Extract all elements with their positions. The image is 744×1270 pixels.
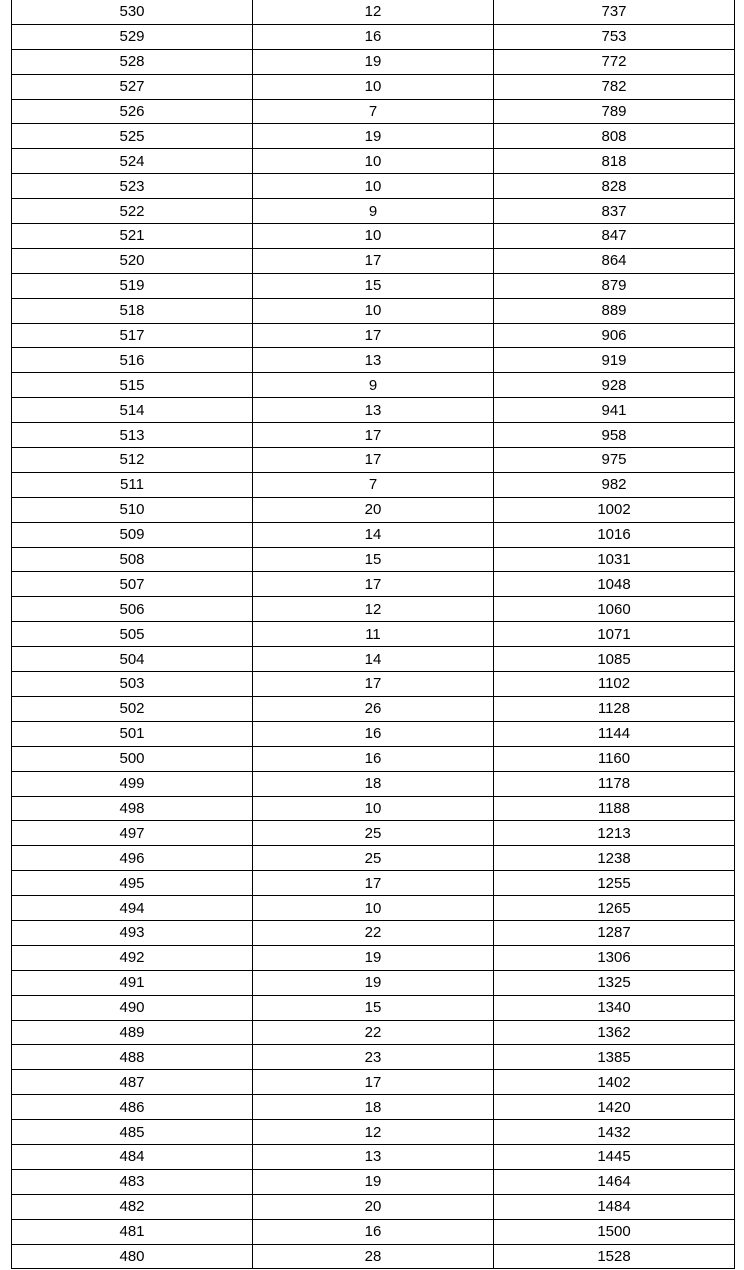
score-cell: 485 bbox=[12, 1120, 253, 1145]
count-cell: 15 bbox=[253, 273, 494, 298]
count-cell: 16 bbox=[253, 746, 494, 771]
table-row bbox=[12, 1169, 735, 1194]
count-cell: 13 bbox=[253, 348, 494, 373]
count-cell: 12 bbox=[253, 0, 494, 24]
table-row bbox=[12, 771, 735, 796]
score-cell: 501 bbox=[12, 721, 253, 746]
cumulative-cell: 1385 bbox=[494, 1045, 735, 1070]
table-row bbox=[12, 124, 735, 149]
count-cell: 10 bbox=[253, 224, 494, 249]
cumulative-cell: 1362 bbox=[494, 1020, 735, 1045]
score-cell: 509 bbox=[12, 522, 253, 547]
table-row bbox=[12, 995, 735, 1020]
cumulative-cell: 975 bbox=[494, 448, 735, 473]
count-cell: 13 bbox=[253, 398, 494, 423]
score-cell: 516 bbox=[12, 348, 253, 373]
cumulative-cell: 889 bbox=[494, 298, 735, 323]
table-row bbox=[12, 248, 735, 273]
table-row bbox=[12, 970, 735, 995]
cumulative-cell: 808 bbox=[494, 124, 735, 149]
score-cell: 522 bbox=[12, 199, 253, 224]
count-cell: 9 bbox=[253, 373, 494, 398]
score-table-body bbox=[12, 0, 735, 1269]
score-cell: 506 bbox=[12, 597, 253, 622]
cumulative-cell: 1002 bbox=[494, 497, 735, 522]
table-row bbox=[12, 273, 735, 298]
score-cell: 495 bbox=[12, 871, 253, 896]
cumulative-cell: 1048 bbox=[494, 572, 735, 597]
table-row bbox=[12, 572, 735, 597]
table-row bbox=[12, 0, 735, 24]
cumulative-cell: 879 bbox=[494, 273, 735, 298]
score-cell: 493 bbox=[12, 920, 253, 945]
score-cell: 487 bbox=[12, 1070, 253, 1095]
table-row bbox=[12, 1194, 735, 1219]
count-cell: 18 bbox=[253, 771, 494, 796]
score-cell: 528 bbox=[12, 49, 253, 74]
count-cell: 9 bbox=[253, 199, 494, 224]
cumulative-cell: 1464 bbox=[494, 1169, 735, 1194]
score-table bbox=[11, 0, 735, 1269]
count-cell: 17 bbox=[253, 572, 494, 597]
cumulative-cell: 1085 bbox=[494, 647, 735, 672]
score-cell: 502 bbox=[12, 696, 253, 721]
table-row bbox=[12, 149, 735, 174]
count-cell: 17 bbox=[253, 672, 494, 697]
count-cell: 22 bbox=[253, 1020, 494, 1045]
count-cell: 17 bbox=[253, 1070, 494, 1095]
table-row bbox=[12, 846, 735, 871]
count-cell: 16 bbox=[253, 721, 494, 746]
table-row bbox=[12, 721, 735, 746]
count-cell: 19 bbox=[253, 49, 494, 74]
cumulative-cell: 772 bbox=[494, 49, 735, 74]
table-row bbox=[12, 547, 735, 572]
score-cell: 483 bbox=[12, 1169, 253, 1194]
score-cell: 484 bbox=[12, 1144, 253, 1169]
table-row bbox=[12, 448, 735, 473]
count-cell: 17 bbox=[253, 871, 494, 896]
table-row bbox=[12, 647, 735, 672]
table-row bbox=[12, 920, 735, 945]
cumulative-cell: 1287 bbox=[494, 920, 735, 945]
cumulative-cell: 1238 bbox=[494, 846, 735, 871]
cumulative-cell: 828 bbox=[494, 174, 735, 199]
cumulative-cell: 906 bbox=[494, 323, 735, 348]
cumulative-cell: 847 bbox=[494, 224, 735, 249]
cumulative-cell: 982 bbox=[494, 472, 735, 497]
table-row bbox=[12, 472, 735, 497]
table-row bbox=[12, 896, 735, 921]
cumulative-cell: 753 bbox=[494, 24, 735, 49]
cumulative-cell: 1144 bbox=[494, 721, 735, 746]
count-cell: 7 bbox=[253, 472, 494, 497]
count-cell: 10 bbox=[253, 796, 494, 821]
score-cell: 529 bbox=[12, 24, 253, 49]
cumulative-cell: 919 bbox=[494, 348, 735, 373]
cumulative-cell: 1178 bbox=[494, 771, 735, 796]
count-cell: 26 bbox=[253, 696, 494, 721]
table-row bbox=[12, 348, 735, 373]
table-row bbox=[12, 224, 735, 249]
table-row bbox=[12, 672, 735, 697]
table-row bbox=[12, 1244, 735, 1269]
cumulative-cell: 928 bbox=[494, 373, 735, 398]
score-cell: 508 bbox=[12, 547, 253, 572]
table-row bbox=[12, 298, 735, 323]
count-cell: 20 bbox=[253, 497, 494, 522]
count-cell: 18 bbox=[253, 1095, 494, 1120]
count-cell: 16 bbox=[253, 24, 494, 49]
count-cell: 15 bbox=[253, 547, 494, 572]
cumulative-cell: 958 bbox=[494, 423, 735, 448]
score-cell: 507 bbox=[12, 572, 253, 597]
score-cell: 500 bbox=[12, 746, 253, 771]
cumulative-cell: 1060 bbox=[494, 597, 735, 622]
cumulative-cell: 1445 bbox=[494, 1144, 735, 1169]
score-cell: 488 bbox=[12, 1045, 253, 1070]
cumulative-cell: 789 bbox=[494, 99, 735, 124]
count-cell: 19 bbox=[253, 124, 494, 149]
table-row bbox=[12, 1144, 735, 1169]
cumulative-cell: 1432 bbox=[494, 1120, 735, 1145]
table-row bbox=[12, 1095, 735, 1120]
cumulative-cell: 737 bbox=[494, 0, 735, 24]
cumulative-cell: 1340 bbox=[494, 995, 735, 1020]
table-row bbox=[12, 1045, 735, 1070]
count-cell: 28 bbox=[253, 1244, 494, 1269]
table-row bbox=[12, 49, 735, 74]
cumulative-cell: 1102 bbox=[494, 672, 735, 697]
score-cell: 525 bbox=[12, 124, 253, 149]
cumulative-cell: 1128 bbox=[494, 696, 735, 721]
table-row bbox=[12, 423, 735, 448]
cumulative-cell: 864 bbox=[494, 248, 735, 273]
score-cell: 497 bbox=[12, 821, 253, 846]
score-cell: 482 bbox=[12, 1194, 253, 1219]
score-cell: 515 bbox=[12, 373, 253, 398]
count-cell: 25 bbox=[253, 821, 494, 846]
count-cell: 10 bbox=[253, 896, 494, 921]
score-cell: 480 bbox=[12, 1244, 253, 1269]
table-row bbox=[12, 597, 735, 622]
score-cell: 517 bbox=[12, 323, 253, 348]
table-row bbox=[12, 622, 735, 647]
table-row bbox=[12, 373, 735, 398]
score-cell: 520 bbox=[12, 248, 253, 273]
count-cell: 12 bbox=[253, 597, 494, 622]
score-cell: 490 bbox=[12, 995, 253, 1020]
score-cell: 481 bbox=[12, 1219, 253, 1244]
cumulative-cell: 818 bbox=[494, 149, 735, 174]
score-cell: 518 bbox=[12, 298, 253, 323]
count-cell: 14 bbox=[253, 647, 494, 672]
table-row bbox=[12, 497, 735, 522]
count-cell: 11 bbox=[253, 622, 494, 647]
count-cell: 13 bbox=[253, 1144, 494, 1169]
count-cell: 17 bbox=[253, 248, 494, 273]
count-cell: 20 bbox=[253, 1194, 494, 1219]
cumulative-cell: 1255 bbox=[494, 871, 735, 896]
score-cell: 513 bbox=[12, 423, 253, 448]
table-row bbox=[12, 74, 735, 99]
table-row bbox=[12, 522, 735, 547]
table-row bbox=[12, 945, 735, 970]
score-cell: 489 bbox=[12, 1020, 253, 1045]
cumulative-cell: 1071 bbox=[494, 622, 735, 647]
cumulative-cell: 1265 bbox=[494, 896, 735, 921]
cumulative-cell: 1484 bbox=[494, 1194, 735, 1219]
count-cell: 19 bbox=[253, 945, 494, 970]
score-cell: 498 bbox=[12, 796, 253, 821]
count-cell: 17 bbox=[253, 323, 494, 348]
table-row bbox=[12, 821, 735, 846]
table-row bbox=[12, 24, 735, 49]
table-row bbox=[12, 199, 735, 224]
score-cell: 491 bbox=[12, 970, 253, 995]
table-row bbox=[12, 99, 735, 124]
score-cell: 504 bbox=[12, 647, 253, 672]
score-cell: 496 bbox=[12, 846, 253, 871]
table-row bbox=[12, 871, 735, 896]
cumulative-cell: 1500 bbox=[494, 1219, 735, 1244]
cumulative-cell: 1306 bbox=[494, 945, 735, 970]
table-row bbox=[12, 1120, 735, 1145]
score-cell: 519 bbox=[12, 273, 253, 298]
count-cell: 16 bbox=[253, 1219, 494, 1244]
table-row bbox=[12, 1070, 735, 1095]
cumulative-cell: 1016 bbox=[494, 522, 735, 547]
cumulative-cell: 1160 bbox=[494, 746, 735, 771]
score-cell: 527 bbox=[12, 74, 253, 99]
cumulative-cell: 1213 bbox=[494, 821, 735, 846]
count-cell: 22 bbox=[253, 920, 494, 945]
cumulative-cell: 1325 bbox=[494, 970, 735, 995]
table-row bbox=[12, 696, 735, 721]
count-cell: 10 bbox=[253, 74, 494, 99]
count-cell: 19 bbox=[253, 970, 494, 995]
score-cell: 511 bbox=[12, 472, 253, 497]
count-cell: 10 bbox=[253, 298, 494, 323]
count-cell: 15 bbox=[253, 995, 494, 1020]
table-row bbox=[12, 796, 735, 821]
score-cell: 526 bbox=[12, 99, 253, 124]
cumulative-cell: 1188 bbox=[494, 796, 735, 821]
cumulative-cell: 782 bbox=[494, 74, 735, 99]
cumulative-cell: 1031 bbox=[494, 547, 735, 572]
score-cell: 514 bbox=[12, 398, 253, 423]
score-cell: 486 bbox=[12, 1095, 253, 1120]
score-cell: 499 bbox=[12, 771, 253, 796]
table-row bbox=[12, 1020, 735, 1045]
count-cell: 25 bbox=[253, 846, 494, 871]
count-cell: 17 bbox=[253, 448, 494, 473]
score-cell: 503 bbox=[12, 672, 253, 697]
count-cell: 10 bbox=[253, 174, 494, 199]
score-cell: 530 bbox=[12, 0, 253, 24]
cumulative-cell: 837 bbox=[494, 199, 735, 224]
score-cell: 510 bbox=[12, 497, 253, 522]
score-cell: 521 bbox=[12, 224, 253, 249]
score-cell: 494 bbox=[12, 896, 253, 921]
count-cell: 14 bbox=[253, 522, 494, 547]
score-cell: 524 bbox=[12, 149, 253, 174]
score-cell: 523 bbox=[12, 174, 253, 199]
table-row bbox=[12, 174, 735, 199]
score-cell: 505 bbox=[12, 622, 253, 647]
table-row bbox=[12, 323, 735, 348]
count-cell: 23 bbox=[253, 1045, 494, 1070]
count-cell: 7 bbox=[253, 99, 494, 124]
cumulative-cell: 1402 bbox=[494, 1070, 735, 1095]
cumulative-cell: 941 bbox=[494, 398, 735, 423]
cumulative-cell: 1528 bbox=[494, 1244, 735, 1269]
table-row bbox=[12, 746, 735, 771]
score-cell: 512 bbox=[12, 448, 253, 473]
count-cell: 10 bbox=[253, 149, 494, 174]
table-row bbox=[12, 1219, 735, 1244]
score-cell: 492 bbox=[12, 945, 253, 970]
count-cell: 19 bbox=[253, 1169, 494, 1194]
count-cell: 12 bbox=[253, 1120, 494, 1145]
table-row bbox=[12, 398, 735, 423]
count-cell: 17 bbox=[253, 423, 494, 448]
cumulative-cell: 1420 bbox=[494, 1095, 735, 1120]
